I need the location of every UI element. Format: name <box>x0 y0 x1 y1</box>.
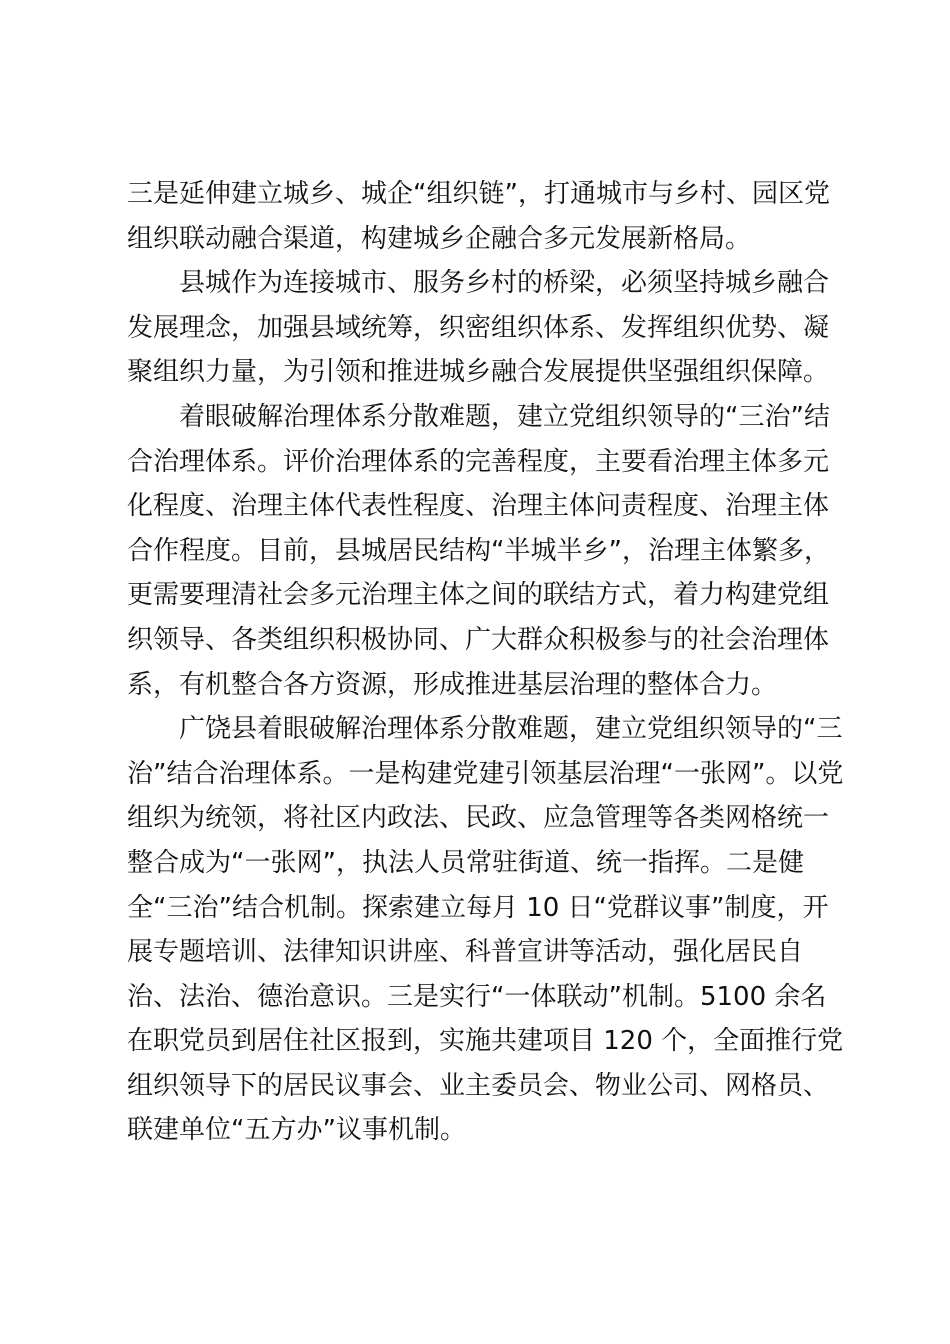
text-line: 发展理念，加强县域统筹，织密组织体系、发挥组织优势、凝 <box>127 312 830 343</box>
text-line: 组织领导下的居民议事会、业主委员会、物业公司、网格员、 <box>127 1070 830 1101</box>
text-line: 全“三治”结合机制。探索建立每月 10 日“党群议事”制度，开 <box>127 892 829 923</box>
text-line: 着眼破解治理体系分散难题，建立党组织领导的“三治”结 <box>179 401 830 432</box>
text-line: 组织联动融合渠道，构建城乡企融合多元发展新格局。 <box>127 223 752 254</box>
text-line: 治、法治、德治意识。三是实行“一体联动”机制。5100 余名 <box>127 981 827 1012</box>
text-line: 组织为统领，将社区内政法、民政、应急管理等各类网格统一 <box>127 803 830 834</box>
text-line: 更需要理清社会多元治理主体之间的联结方式，着力构建党组 <box>127 580 830 611</box>
text-line: 联建单位“五方办”议事机制。 <box>127 1115 466 1146</box>
text-line: 化程度、治理主体代表性程度、治理主体问责程度、治理主体 <box>127 491 830 522</box>
paragraph-4 <box>127 707 844 1153</box>
text-line: 合治理体系。评价治理体系的完善程度，主要看治理主体多元 <box>127 446 830 477</box>
paragraph-1 <box>127 172 830 261</box>
text-line: 聚组织力量，为引领和推进城乡融合发展提供坚强组织保障。 <box>127 357 830 388</box>
paragraph-2 <box>127 261 830 395</box>
text-line: 在职党员到居住社区报到，实施共建项目 120 个，全面推行党 <box>127 1026 844 1057</box>
text-line: 合作程度。目前，县城居民结构“半城半乡”，治理主体繁多， <box>127 535 830 566</box>
text-line: 系，有机整合各方资源，形成推进基层治理的整体合力。 <box>127 669 778 700</box>
text-line: 县城作为连接城市、服务乡村的桥梁，必须坚持城乡融合 <box>179 268 830 299</box>
text-line: 三是延伸建立城乡、城企“组织链”，打通城市与乡村、园区党 <box>127 179 830 209</box>
document-body <box>127 172 844 1153</box>
text-line: 整合成为“一张网”，执法人员常驻街道、统一指挥。二是健 <box>127 847 804 878</box>
text-line: 广饶县着眼破解治理体系分散难题，建立党组织领导的“三 <box>179 714 843 745</box>
text-line: 治”结合治理体系。一是构建党建引领基层治理“一张网”。以党 <box>127 758 844 789</box>
paragraph-3 <box>127 395 830 707</box>
text-line: 织领导、各类组织积极协同、广大群众积极参与的社会治理体 <box>127 624 830 655</box>
text-line: 展专题培训、法律知识讲座、科普宣讲等活动，强化居民自 <box>127 937 804 968</box>
